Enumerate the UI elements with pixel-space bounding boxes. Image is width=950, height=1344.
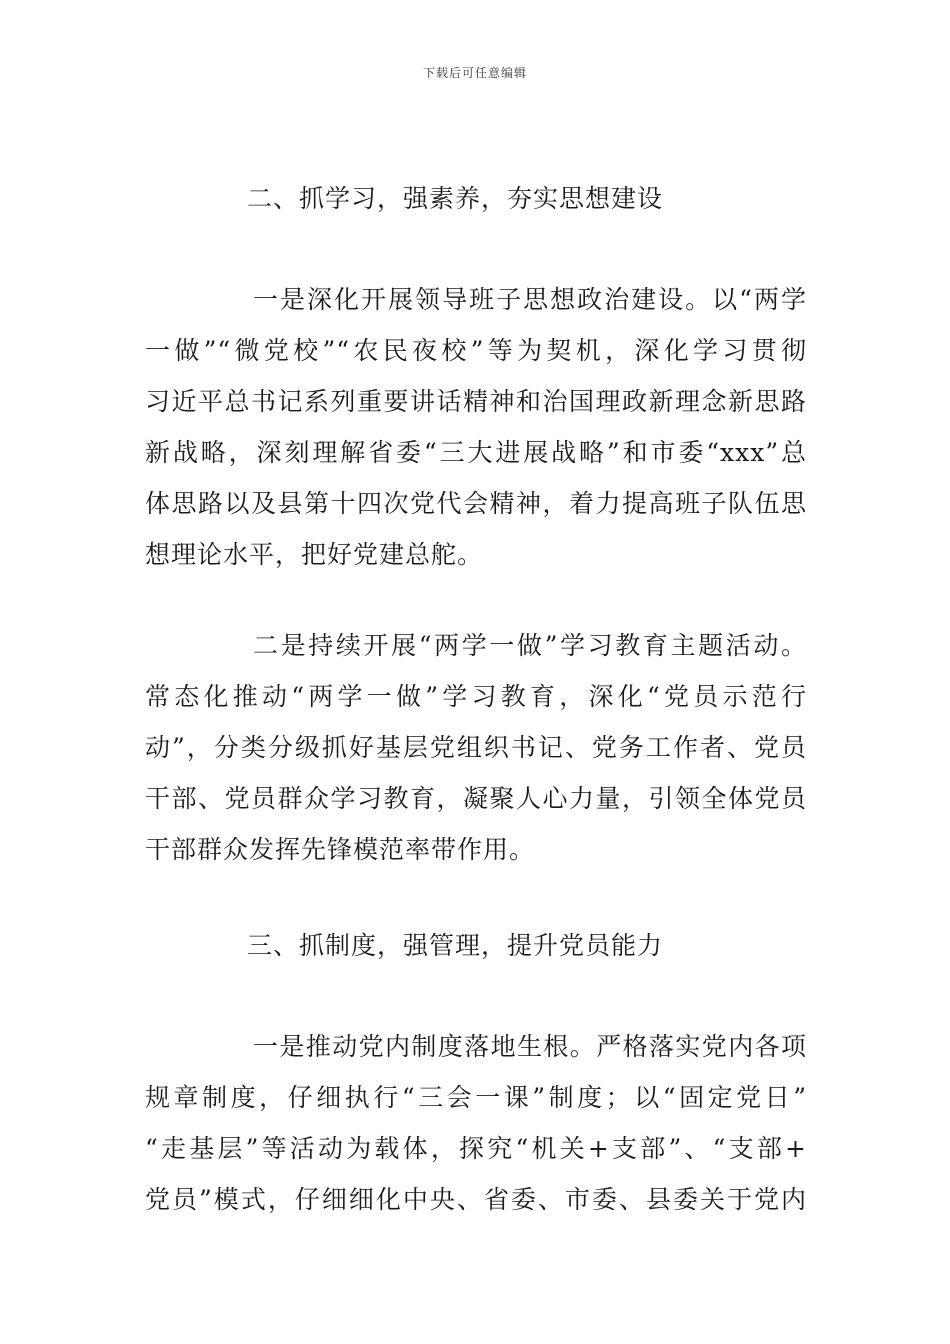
paragraph-line: “走基层”等活动为载体，探究“机关+支部”、“支部+ xyxy=(145,1134,807,1163)
header-note: 下载后可任意编辑 xyxy=(422,66,527,80)
paragraph-line: 想理论水平，把好党建总舵。 xyxy=(145,540,484,569)
paragraph-line: 动”，分类分级抓好基层党组织书记、党务工作者、党员 xyxy=(145,733,807,762)
paragraph-line: 党员”模式，仔细细化中央、省委、市委、县委关于党内 xyxy=(145,1185,807,1214)
paragraph-line: 一是推动党内制度落地生根。严格落实党内各项 xyxy=(253,1032,807,1061)
paragraph-line: 习近平总书记系列重要讲话精神和治国理政新理念新思路 xyxy=(145,387,807,416)
paragraph-3 xyxy=(145,1021,807,1225)
paragraph-line: 一是深化开展领导班子思想政治建设。以“两学 xyxy=(253,285,807,314)
paragraph-line: 体思路以及县第十四次党代会精神，着力提高班子队伍思 xyxy=(145,489,807,518)
paragraph-line: 干部、党员群众学习教育，凝聚人心力量，引领全体党员 xyxy=(145,784,807,813)
paragraph-1 xyxy=(145,274,807,580)
section-heading-3: 三、抓制度，强管理，提升党员能力 xyxy=(247,931,664,960)
paragraph-line: 常态化推动“两学一做”学习教育，深化“党员示范行 xyxy=(145,682,807,711)
paragraph-line: 新战略，深刻理解省委“三大进展战略”和市委“xxx”总 xyxy=(145,438,807,467)
section-heading-2: 二、抓学习，强素养，夯实思想建设 xyxy=(247,184,664,213)
paragraph-line: 二是持续开展“两学一做”学习教育主题活动。 xyxy=(253,631,807,660)
paragraph-line: 干部群众发挥先锋模范率带作用。 xyxy=(145,835,536,864)
paragraph-line: 规章制度，仔细执行“三会一课”制度；以“固定党日” xyxy=(145,1083,807,1112)
paragraph-2 xyxy=(145,620,807,875)
paragraph-line: 一做”“微党校”“农民夜校”等为契机，深化学习贯彻 xyxy=(145,336,807,365)
